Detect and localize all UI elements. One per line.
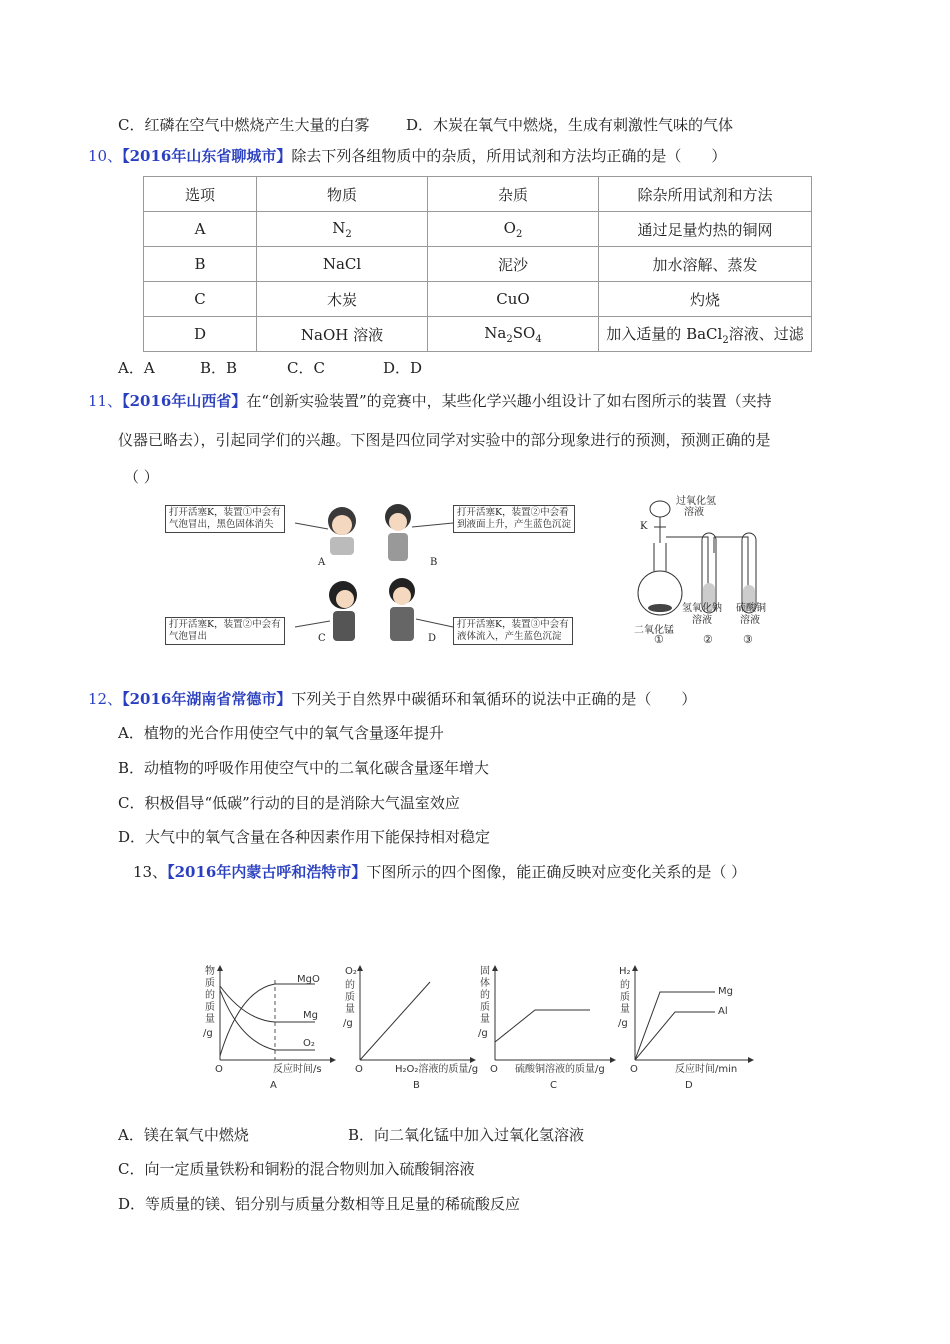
- xlabel-d: 反应时间/min: [675, 1064, 738, 1075]
- svg-text:的: 的: [480, 990, 490, 1001]
- cell-option: B: [144, 247, 257, 282]
- cell-substance: $N_2$: [257, 212, 428, 247]
- table-row: [144, 247, 812, 282]
- graph-a-letter: A: [270, 1080, 277, 1091]
- speech-bubble-d: 打开活塞K，装置③中会有 液体流入，产生蓝色沉淀: [453, 617, 573, 645]
- cell-method: 通过足量灼热的铜网: [599, 212, 812, 247]
- label-num-2: ②: [703, 633, 713, 646]
- xlabel-c: 硫酸铜溶液的质量/g: [515, 1064, 605, 1075]
- xlabel-b: H₂O₂溶液的质量/g: [395, 1064, 479, 1075]
- q11-students-figure: [160, 495, 620, 650]
- cell-impurity: 泥沙: [428, 247, 599, 282]
- table-row: [144, 212, 812, 247]
- q12-option-d: D．大气中的氧气含量在各种因素作用下能保持相对稳定: [118, 828, 491, 846]
- label-o2: O₂: [303, 1038, 315, 1049]
- cell-substance: NaCl: [257, 247, 428, 282]
- q13-option-d: D．等质量的镁、铝分别与质量分数相等且足量的稀硫酸反应: [118, 1195, 521, 1213]
- header-substance: 物质: [257, 177, 428, 212]
- svg-text:/g: /g: [343, 1018, 353, 1029]
- origin-a: O: [215, 1064, 223, 1075]
- q13-option-a: A．镁在氧气中燃烧: [118, 1126, 249, 1144]
- svg-text:O₂: O₂: [345, 966, 357, 977]
- q9-option-d: D．木炭在氧气中燃烧，生成有刺激性气味的气体: [406, 116, 734, 134]
- graph-d: [618, 966, 753, 1091]
- svg-text:质: 质: [480, 1002, 490, 1013]
- q11-stem: 11、【2016年山西省】在“创新实验装置”的竞赛中，某些化学兴趣小组设计了如右图所示的装置（夹持: [88, 392, 772, 410]
- cell-method: 加水溶解、蒸发: [599, 247, 812, 282]
- cell-option: C: [144, 282, 257, 317]
- q10-answer-c: C．C: [287, 359, 325, 377]
- line-mg: [635, 992, 715, 1060]
- svg-text:/g: /g: [203, 1028, 213, 1039]
- header-impurity: 杂质: [428, 177, 599, 212]
- speech-bubble-b: 打开活塞K，装置②中会看 到液面上升，产生蓝色沉淀: [453, 505, 575, 533]
- student-label-b: B: [430, 557, 438, 568]
- svg-text:H₂: H₂: [619, 966, 631, 977]
- cell-impurity: CuO: [428, 282, 599, 317]
- q13-stem: 13、【2016年内蒙古呼和浩特市】下图所示的四个图像，能正确反映对应变化关系的是（ ）: [133, 863, 747, 881]
- svg-text:O: O: [355, 1064, 363, 1075]
- graph-d-letter: D: [685, 1080, 693, 1091]
- q10-table: [143, 176, 812, 352]
- label-num-3: ③: [743, 633, 753, 646]
- students-illustration: [160, 495, 620, 650]
- line-o2: [360, 982, 430, 1060]
- svg-text:量: 量: [620, 1004, 630, 1015]
- student-b-figure: [385, 504, 411, 561]
- label-sodium-hydroxide: 氢氧化钠 溶液: [682, 603, 722, 626]
- table-header-row: [144, 177, 812, 212]
- graph-c: [478, 965, 615, 1091]
- svg-text:质: 质: [205, 1002, 215, 1013]
- q11-stem-line3: （ ）: [124, 468, 159, 486]
- svg-text:的: 的: [620, 980, 630, 991]
- q11-stem-line2: 仪器已略去），引起同学们的兴趣。下图是四位同学对实验中的部分现象进行的预测，预测正确的是: [118, 431, 771, 449]
- speech-bubble-c: 打开活塞K，装置②中会有 气泡冒出: [165, 617, 285, 645]
- svg-text:质: 质: [205, 978, 215, 989]
- svg-text:质: 质: [620, 992, 630, 1003]
- q9-option-c: C．红磷在空气中燃烧产生大量的白雾: [118, 116, 370, 134]
- q13-option-b: B．向二氧化锰中加入过氧化氢溶液: [348, 1126, 585, 1144]
- graph-b-letter: B: [413, 1080, 420, 1091]
- svg-text:质: 质: [345, 992, 355, 1003]
- q10-stem: 10、【2016年山东省聊城市】除去下列各组物质中的杂质，所用试剂和方法均正确的是（ ）: [88, 147, 727, 165]
- q12-source: 【2016年湖南省常德市】: [122, 690, 292, 708]
- q12-option-b: B．动植物的呼吸作用使空气中的二氧化碳含量逐年增大: [118, 759, 490, 777]
- q10-answer-d: D．D: [383, 359, 423, 377]
- table-row: [144, 282, 812, 317]
- speech-bubble-a: 打开活塞K，装置①中会有 气泡冒出，黑色固体消失: [165, 505, 285, 533]
- q10-answer-a: A．A: [118, 359, 155, 377]
- header-option: 选项: [144, 177, 257, 212]
- label-hydrogen-peroxide: 过氧化氢 溶液: [676, 496, 716, 518]
- cell-method: 加入适量的 BaCl$_2$溶液、过滤: [599, 317, 812, 352]
- svg-text:的: 的: [205, 990, 215, 1001]
- cell-method: 灼烧: [599, 282, 812, 317]
- svg-text:量: 量: [345, 1004, 355, 1015]
- label-copper-sulfate: 硫酸铜 溶液: [736, 603, 766, 626]
- student-a-figure: [328, 507, 356, 555]
- xlabel-a: 反应时间/s: [273, 1064, 322, 1075]
- svg-text:固: 固: [480, 966, 490, 977]
- svg-text:物: 物: [205, 966, 215, 977]
- student-d-figure: [389, 578, 415, 641]
- cell-substance: 木炭: [257, 282, 428, 317]
- cell-option: A: [144, 212, 257, 247]
- cell-substance: NaOH 溶液: [257, 317, 428, 352]
- label-mg: Mg: [303, 1010, 318, 1021]
- graph-b: [343, 966, 478, 1091]
- q11-apparatus-figure: [630, 493, 790, 648]
- graph-a: [203, 964, 335, 1091]
- student-label-c: C: [318, 633, 326, 644]
- svg-text:/g: /g: [618, 1018, 628, 1029]
- label-mgo: MgO: [297, 974, 320, 985]
- student-label-a: A: [318, 557, 326, 568]
- q11-source: 【2016年山西省】: [122, 392, 247, 410]
- cell-impurity: $O_2$: [428, 212, 599, 247]
- q13-option-c: C．向一定质量铁粉和铜粉的混合物则加入硫酸铜溶液: [118, 1160, 475, 1178]
- graph-c-letter: C: [550, 1080, 557, 1091]
- line-solid: [495, 1010, 590, 1042]
- svg-text:体: 体: [480, 978, 490, 989]
- svg-text:/g: /g: [478, 1028, 488, 1039]
- label-manganese-dioxide: 二氧化锰: [634, 625, 674, 636]
- q13-graphs: [195, 960, 760, 1095]
- q13-source: 【2016年内蒙古呼和浩特市】: [167, 863, 367, 881]
- q12-option-c: C．积极倡导“低碳”行动的目的是消除大气温室效应: [118, 794, 460, 812]
- svg-text:Mg: Mg: [718, 986, 733, 997]
- q12-option-a: A．植物的光合作用使空气中的氧气含量逐年提升: [118, 724, 444, 742]
- svg-text:的: 的: [345, 980, 355, 991]
- curve-mg: [220, 986, 315, 1022]
- svg-text:O: O: [630, 1064, 638, 1075]
- student-label-d: D: [428, 633, 437, 644]
- student-c-figure: [329, 581, 357, 641]
- svg-text:O: O: [490, 1064, 498, 1075]
- label-stopcock-k: K: [640, 521, 648, 532]
- curve-mgo: [220, 984, 315, 1056]
- svg-text:量: 量: [205, 1014, 215, 1025]
- header-method: 除杂所用试剂和方法: [599, 177, 812, 212]
- line-al: [635, 1012, 715, 1060]
- cell-impurity: $Na_2SO_4$: [428, 317, 599, 352]
- table-row: [144, 317, 812, 352]
- q10-source: 【2016年山东省聊城市】: [122, 147, 292, 165]
- svg-text:量: 量: [480, 1014, 490, 1025]
- svg-text:Al: Al: [718, 1006, 728, 1017]
- label-num-1: ①: [654, 633, 664, 646]
- cell-option: D: [144, 317, 257, 352]
- q12-stem: 12、【2016年湖南省常德市】下列关于自然界中碳循环和氧循环的说法中正确的是（ ）: [88, 690, 697, 708]
- q10-answer-b: B．B: [200, 359, 238, 377]
